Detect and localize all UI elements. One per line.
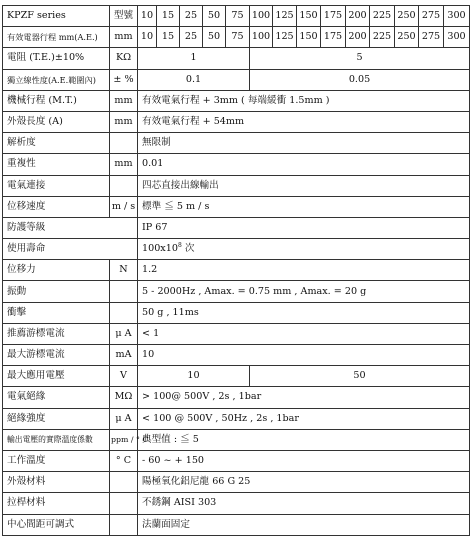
voltage-unit: V (110, 366, 138, 387)
spec-value: < 100 @ 500V , 50Hz , 2s , 1bar (138, 408, 470, 429)
voltage-value-low: 10 (138, 366, 250, 387)
spec-unit: m / s (110, 196, 138, 217)
spec-unit (110, 472, 138, 493)
stroke-unit: mm (110, 27, 138, 48)
spec-value: 有效電氣行程 + 3mm ( 每端緩衝 1.5mm ) (138, 90, 470, 111)
spec-value: 陽極氧化鋁尼龍 66 G 25 (138, 472, 470, 493)
stroke-cell: 10 (138, 27, 157, 48)
row-resistance (3, 48, 470, 69)
spec-unit: ppm / ° C (110, 429, 138, 450)
spec-value: 法蘭面固定 (138, 514, 470, 535)
row-spec (3, 345, 470, 366)
row-spec (3, 302, 470, 323)
spec-label: 外殼長度 (A) (3, 111, 110, 132)
model-cell: 100 (250, 6, 273, 27)
spec-unit: MΩ (110, 387, 138, 408)
spec-unit: mm (110, 90, 138, 111)
stroke-cell: 300 (444, 27, 470, 48)
spec-unit: μ A (110, 323, 138, 344)
row-stroke (3, 27, 470, 48)
spec-value: > 100@ 500V , 2s , 1bar (138, 387, 470, 408)
spec-value: 10 (138, 345, 470, 366)
spec-label: 位移速度 (3, 196, 110, 217)
row-linearity (3, 69, 470, 90)
spec-value: 典型值 : ≦ 5 (138, 429, 470, 450)
stroke-cell: 225 (370, 27, 395, 48)
spec-unit (110, 133, 138, 154)
row-voltage (3, 366, 470, 387)
spec-value: 無限制 (138, 133, 470, 154)
resistance-value-high: 5 (250, 48, 470, 69)
spec-label: 中心間距可調式 (3, 514, 110, 535)
model-cell: 250 (395, 6, 419, 27)
model-unit: 型號 (110, 6, 138, 27)
life-value-exponent: 8 (177, 241, 182, 249)
life-value-suffix: 次 (181, 243, 195, 255)
spec-value: 有效電氣行程 + 54mm (138, 111, 470, 132)
spec-value: < 1 (138, 323, 470, 344)
linearity-label: 獨立線性度(A.E.範圍內) (3, 69, 110, 90)
voltage-label: 最大應用電壓 (3, 366, 110, 387)
spec-value: 50 g , 11ms (138, 302, 470, 323)
spec-unit: mA (110, 345, 138, 366)
spec-label: 振動 (3, 281, 110, 302)
stroke-cell: 175 (321, 27, 346, 48)
row-model (3, 6, 470, 27)
spec-value: - 60 ~ + 150 (138, 450, 470, 471)
row-spec (3, 90, 470, 111)
row-force (3, 260, 470, 281)
stroke-cell: 150 (297, 27, 321, 48)
model-cell: 275 (419, 6, 444, 27)
life-value (138, 239, 470, 260)
row-spec (3, 493, 470, 514)
row-spec (3, 196, 470, 217)
spec-label: 拉桿材料 (3, 493, 110, 514)
spec-unit: μ A (110, 408, 138, 429)
model-cell: 225 (370, 6, 395, 27)
spec-value: 不銹鋼 AISI 303 (138, 493, 470, 514)
row-spec (3, 111, 470, 132)
spec-table (2, 5, 470, 536)
force-label: 位移力 (3, 260, 110, 281)
spec-unit (110, 302, 138, 323)
stroke-cell: 125 (273, 27, 297, 48)
life-label: 使用壽命 (3, 239, 138, 260)
model-cell: 125 (273, 6, 297, 27)
spec-label: 解析度 (3, 133, 110, 154)
stroke-cell: 275 (419, 27, 444, 48)
spec-label: 衝擊 (3, 302, 110, 323)
spec-unit: ° C (110, 450, 138, 471)
spec-value: 0.01 (138, 154, 470, 175)
row-spec (3, 281, 470, 302)
series-label: KPZF series (3, 6, 110, 27)
spec-unit (110, 493, 138, 514)
resistance-value-low: 1 (138, 48, 250, 69)
stroke-cell: 50 (203, 27, 226, 48)
resistance-unit: KΩ (110, 48, 138, 69)
row-spec (3, 323, 470, 344)
spec-value: 5 - 2000Hz , Amax. = 0.75 mm , Amax. = 20 g (138, 281, 470, 302)
spec-unit (110, 175, 138, 196)
row-spec (3, 175, 470, 196)
spec-label: 最大游標電流 (3, 345, 110, 366)
model-cell: 300 (444, 6, 470, 27)
row-spec (3, 472, 470, 493)
spec-label: 外殼材料 (3, 472, 110, 493)
stroke-cell: 25 (180, 27, 203, 48)
spec-label: 絕緣強度 (3, 408, 110, 429)
linearity-value-low: 0.1 (138, 69, 250, 90)
row-spec (3, 154, 470, 175)
spec-unit: mm (110, 154, 138, 175)
model-cell: 150 (297, 6, 321, 27)
model-cell: 10 (138, 6, 157, 27)
row-spec (3, 133, 470, 154)
linearity-unit: ± % (110, 69, 138, 90)
stroke-label: 有效電器行程 mm(A.E.) (3, 27, 110, 48)
spec-label: 電氣絕緣 (3, 387, 110, 408)
stroke-cell: 250 (395, 27, 419, 48)
spec-label: 輸出電壓的實際溫度係數 (3, 429, 110, 450)
spec-label: 重複性 (3, 154, 110, 175)
force-unit: N (110, 260, 138, 281)
resistance-label: 電阻 (T.E.)±10% (3, 48, 110, 69)
model-cell: 50 (203, 6, 226, 27)
row-spec (3, 408, 470, 429)
row-spec (3, 450, 470, 471)
model-cell: 75 (226, 6, 250, 27)
spec-label: 電氣連接 (3, 175, 110, 196)
row-spec (3, 429, 470, 450)
force-value: 1.2 (138, 260, 470, 281)
stroke-cell: 200 (346, 27, 370, 48)
spec-unit (110, 514, 138, 535)
model-cell: 175 (321, 6, 346, 27)
stroke-cell: 15 (157, 27, 180, 48)
linearity-value-high: 0.05 (250, 69, 470, 90)
protection-label: 防護等級 (3, 217, 138, 238)
protection-value: IP 67 (138, 217, 470, 238)
row-spec (3, 514, 470, 535)
row-protection (3, 217, 470, 238)
spec-label: 機械行程 (M.T.) (3, 90, 110, 111)
voltage-value-high: 50 (250, 366, 470, 387)
spec-unit: mm (110, 111, 138, 132)
spec-value: 標準 ≦ 5 m / s (138, 196, 470, 217)
model-cell: 200 (346, 6, 370, 27)
spec-label: 推薦游標電流 (3, 323, 110, 344)
row-spec (3, 387, 470, 408)
spec-label: 工作溫度 (3, 450, 110, 471)
row-life (3, 239, 470, 260)
stroke-cell: 100 (250, 27, 273, 48)
life-value-base: 100x10 (142, 243, 178, 255)
spec-value: 四芯直接出線輸出 (138, 175, 470, 196)
model-cell: 15 (157, 6, 180, 27)
spec-unit (110, 281, 138, 302)
model-cell: 25 (180, 6, 203, 27)
stroke-cell: 75 (226, 27, 250, 48)
